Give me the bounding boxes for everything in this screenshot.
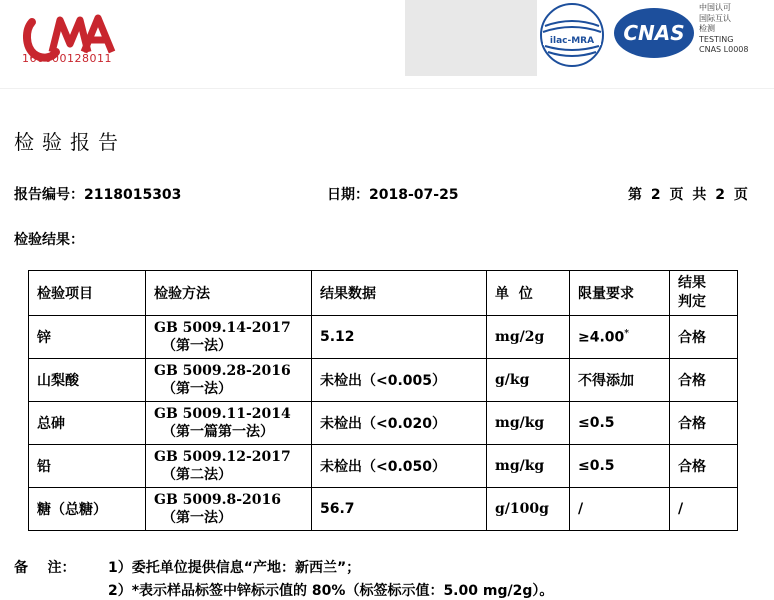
limit-value: 不得添加 [578,373,634,389]
note-line-2: 2）*表示样品标签中锌标示值的 80%（标签标示值：5.00 mg/2g）。 [108,583,554,599]
table-row [29,488,738,531]
method-standard: GB 5009.11-2014 [154,406,291,422]
cell-verdict [670,445,738,488]
cell-limit [570,445,670,488]
results-label: 检验结果： [14,232,84,248]
cnas-logo-text: CNAS [623,21,685,45]
method-clause: （第一法） [162,510,232,526]
unit-value: g/kg [495,372,530,388]
ilac-mra-logo [539,2,605,68]
unit-value: mg/kg [495,415,545,431]
item-name: 铅 [37,459,51,475]
watermark-block [405,0,537,76]
cell-item [29,488,146,531]
cell-item [29,402,146,445]
cell-limit [570,488,670,531]
method-clause: （第一法） [162,381,232,397]
cell-unit [487,445,570,488]
verdict-value: 合格 [678,459,706,475]
cell-unit [487,488,570,531]
item-name: 糖（总糖） [37,502,107,518]
cell-item [29,445,146,488]
cell-verdict [670,488,738,531]
note-line-1: 1）委托单位提供信息“产地：新西兰”； [108,560,361,576]
verdict-value: 合格 [678,416,706,432]
table-row [29,402,738,445]
method-clause: （第一法） [162,338,232,354]
notes-label: 备 注： [14,560,76,576]
cell-result [312,402,487,445]
unit-value: mg/2g [495,329,545,345]
table-row [29,359,738,402]
cell-method [146,402,312,445]
result-value: 未检出（<0.005） [320,373,447,389]
cell-unit [487,316,570,359]
limit-value: ≤0.5 [578,415,615,431]
unit-value: mg/kg [495,458,545,474]
verdict-value: / [678,501,684,517]
table-header-row [29,271,738,316]
limit-value: ≤0.5 [578,458,615,474]
method-standard: GB 5009.14-2017 [154,320,291,336]
unit-value: g/100g [495,501,549,517]
report-number: 报告编号：2118015303 [14,187,182,203]
method-standard: GB 5009.28-2016 [154,363,291,379]
method-clause: （第一篇第一法） [162,424,274,440]
page-counter: 第 2 页 共 2 页 [628,187,750,203]
cell-unit [487,359,570,402]
column-header-result: 结果数据 [312,271,487,316]
report-date: 日期：2018-07-25 [327,187,459,203]
cell-method [146,445,312,488]
result-value: 未检出（<0.020） [320,416,447,432]
method-standard: GB 5009.12-2017 [154,449,291,465]
cnas-logo [612,6,696,60]
verdict-value: 合格 [678,330,706,346]
cell-item [29,359,146,402]
ilac-logo-text: ilac-MRA [549,36,595,46]
cell-result [312,359,487,402]
table-row [29,316,738,359]
cell-method [146,359,312,402]
cell-limit [570,359,670,402]
page-title: 检验报告 [14,130,126,154]
result-value: 5.12 [320,329,355,345]
cell-unit [487,402,570,445]
cell-verdict [670,316,738,359]
cnas-caption: 中国认可 国际互认 检测 TESTING CNAS L0008 [699,3,749,54]
column-header-unit: 单 位 [487,271,570,316]
cell-verdict [670,402,738,445]
item-name: 山梨酸 [37,373,79,389]
method-clause: （第二法） [162,467,232,483]
cell-limit [570,402,670,445]
header-divider [0,88,774,89]
result-value: 56.7 [320,501,355,517]
verdict-value: 合格 [678,373,706,389]
column-header-verdict: 结果 判定 [670,271,738,316]
limit-footnote-mark: * [624,328,629,339]
column-header-limit: 限量要求 [570,271,670,316]
cell-verdict [670,359,738,402]
cell-item [29,316,146,359]
method-standard: GB 5009.8-2016 [154,492,282,508]
item-name: 总砷 [37,416,65,432]
column-header-method: 检验方法 [146,271,312,316]
item-name: 锌 [37,330,51,346]
column-header-item: 检验项目 [29,271,146,316]
cell-result [312,488,487,531]
limit-value: ≥4.00 [578,329,625,346]
cell-limit [570,316,670,359]
results-table [28,270,738,531]
cma-certificate-number: 160000128011 [22,52,112,65]
cell-result [312,316,487,359]
cell-method [146,316,312,359]
table-row [29,445,738,488]
limit-value: / [578,501,584,517]
cell-method [146,488,312,531]
cell-result [312,445,487,488]
result-value: 未检出（<0.050） [320,459,447,475]
